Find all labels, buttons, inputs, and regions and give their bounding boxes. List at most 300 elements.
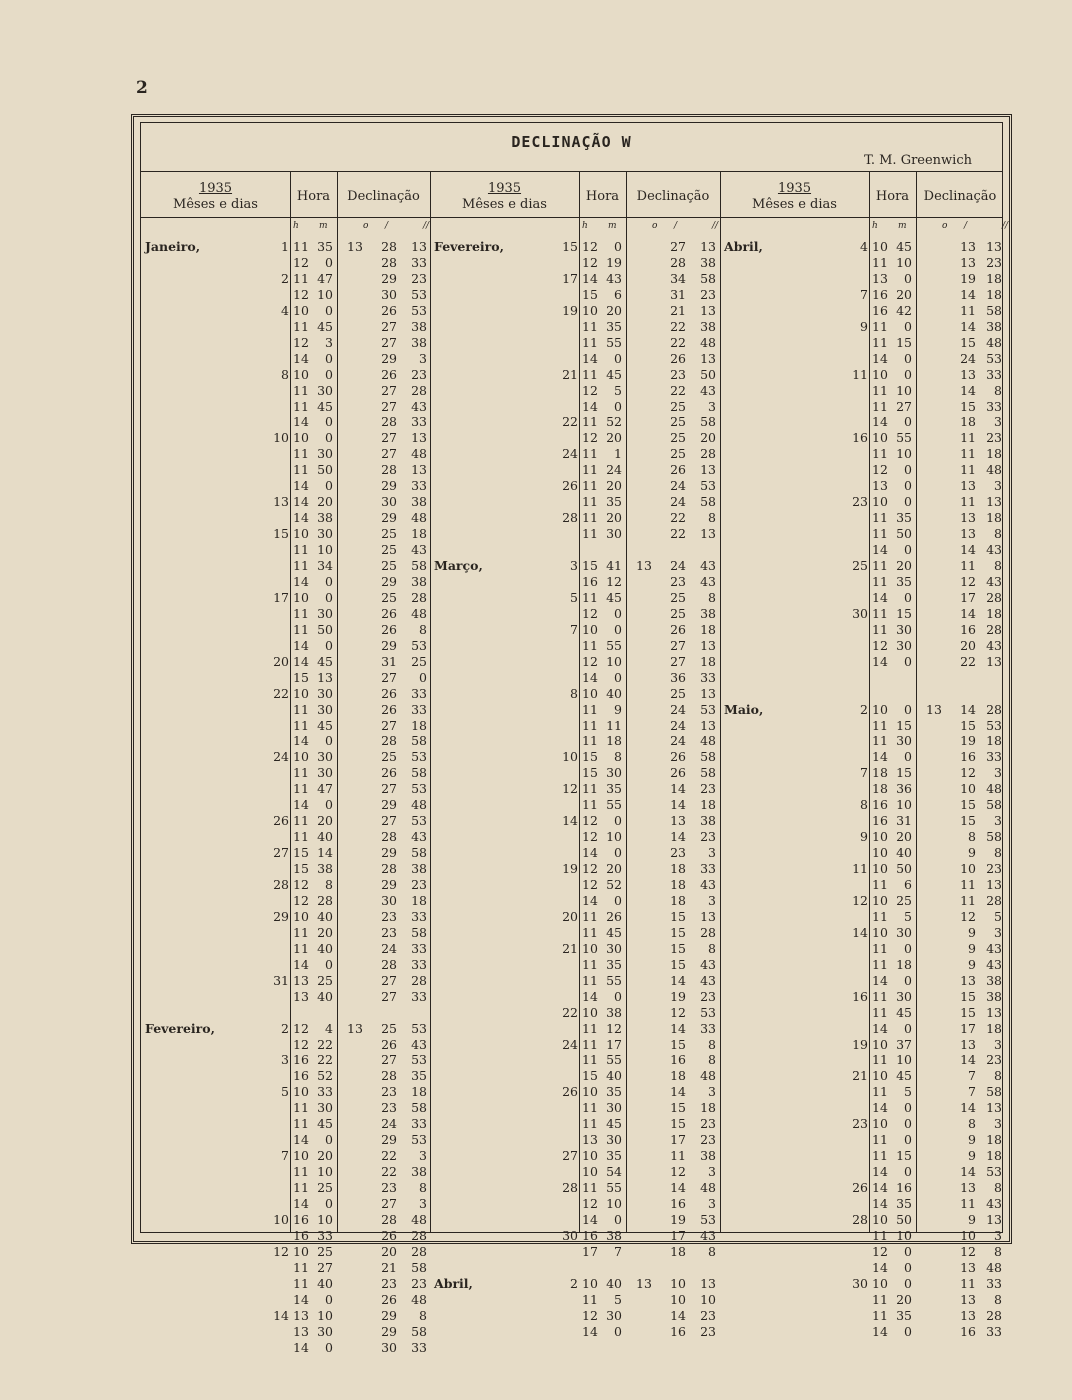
- minute-value: 55: [606, 797, 622, 813]
- decl-seconds: 48: [986, 334, 1002, 350]
- month-label: Fevereiro,: [434, 239, 504, 254]
- decl-seconds: 58: [700, 749, 716, 765]
- hour-value: 13: [293, 1323, 309, 1339]
- hour-value: 10: [582, 302, 598, 318]
- hour-value: 15: [293, 861, 309, 877]
- unit-min: /: [964, 221, 968, 231]
- decl-seconds: 23: [411, 270, 427, 286]
- decl-minutes: 13: [960, 510, 976, 526]
- unit-deg: o: [363, 221, 369, 231]
- day-number: 28: [273, 877, 289, 892]
- decl-minutes: 14: [960, 318, 976, 334]
- decl-seconds: 58: [986, 1084, 1002, 1100]
- decl-seconds: 33: [411, 1116, 427, 1132]
- minute-value: 55: [606, 637, 622, 653]
- minute-value: 0: [325, 1291, 333, 1307]
- minute-value: 45: [317, 398, 333, 414]
- day-number: 12: [273, 1243, 289, 1259]
- decl-seconds: 23: [411, 877, 427, 892]
- header-declination: Declinação: [923, 189, 997, 204]
- minute-value: 0: [325, 1339, 333, 1355]
- decl-seconds: 3: [708, 398, 716, 414]
- decl-minutes: 28: [381, 956, 397, 972]
- decl-seconds: 0: [419, 669, 427, 685]
- decl-minutes: 15: [670, 1036, 686, 1052]
- day-number: 31: [273, 972, 289, 988]
- hour-col-divider: [869, 171, 870, 1232]
- minute-value: 8: [614, 749, 622, 765]
- hour-value: 10: [293, 302, 309, 318]
- decl-seconds: 3: [994, 414, 1002, 430]
- decl-minutes: 13: [960, 1036, 976, 1052]
- minute-value: 30: [317, 526, 333, 542]
- decl-minutes: 22: [670, 382, 686, 398]
- decl-seconds: 48: [986, 462, 1002, 478]
- decl-minutes: 12: [670, 1164, 686, 1180]
- decl-seconds: 28: [411, 972, 427, 988]
- minute-value: 27: [317, 1259, 333, 1275]
- decl-minutes: 27: [381, 334, 397, 350]
- minute-value: 45: [317, 653, 333, 669]
- hour-value: 14: [293, 1196, 309, 1211]
- decl-seconds: 43: [411, 829, 427, 845]
- decl-minutes: 11: [960, 877, 976, 892]
- decl-seconds: 58: [411, 558, 427, 573]
- decl-minutes: 24: [381, 1116, 397, 1132]
- minute-value: 34: [317, 558, 333, 573]
- decl-minutes: 14: [670, 1084, 686, 1100]
- hour-value: 10: [872, 1211, 888, 1227]
- decl-minutes: 9: [968, 1132, 976, 1148]
- minute-value: 0: [614, 621, 622, 637]
- day-number: 7: [860, 765, 868, 781]
- hour-col-divider: [579, 171, 580, 1232]
- minute-value: 15: [896, 334, 912, 350]
- decl-seconds: 48: [700, 733, 716, 749]
- hour-value: 14: [293, 1339, 309, 1355]
- minute-value: 35: [896, 1196, 912, 1211]
- decl-seconds: 53: [411, 1052, 427, 1068]
- decl-seconds: 8: [994, 526, 1002, 542]
- decl-minutes: 14: [960, 542, 976, 558]
- hour-value: 14: [293, 733, 309, 749]
- hour-value: 14: [582, 988, 598, 1004]
- minute-value: 35: [317, 239, 333, 254]
- minute-value: 10: [896, 254, 912, 270]
- hour-value: 14: [872, 972, 888, 988]
- day-number: 21: [852, 1068, 868, 1084]
- decl-seconds: 38: [700, 254, 716, 270]
- hour-value: 11: [872, 1132, 888, 1148]
- hour-value: 11: [293, 382, 309, 398]
- decl-minutes: 25: [381, 1020, 397, 1036]
- decl-minutes: 12: [960, 1243, 976, 1259]
- decl-seconds: 3: [708, 1164, 716, 1180]
- month-label: Janeiro,: [145, 239, 201, 254]
- decl-seconds: 28: [700, 446, 716, 462]
- day-number: 5: [281, 1084, 289, 1100]
- hour-value: 11: [293, 318, 309, 334]
- hour-value: 11: [293, 542, 309, 558]
- decl-minutes: 24: [960, 350, 976, 366]
- hour-value: 12: [293, 1020, 309, 1036]
- decl-seconds: 53: [986, 1164, 1002, 1180]
- hour-value: 14: [293, 637, 309, 653]
- hour-value: 14: [872, 542, 888, 558]
- decl-seconds: 3: [708, 892, 716, 908]
- decl-seconds: 58: [411, 845, 427, 861]
- hour-value: 14: [872, 1259, 888, 1275]
- decl-minutes: 30: [381, 892, 397, 908]
- hour-value: 10: [872, 829, 888, 845]
- minute-value: 30: [606, 1307, 622, 1323]
- minute-value: 47: [317, 781, 333, 797]
- minute-value: 10: [896, 797, 912, 813]
- day-number: 24: [562, 1036, 578, 1052]
- hour-value: 11: [582, 318, 598, 334]
- decl-minutes: 26: [670, 749, 686, 765]
- minute-value: 25: [896, 892, 912, 908]
- decl-seconds: 18: [986, 270, 1002, 286]
- decl-minutes: 22: [381, 1148, 397, 1164]
- decl-seconds: 38: [411, 318, 427, 334]
- decl-seconds: 8: [419, 1180, 427, 1196]
- decl-seconds: 33: [411, 908, 427, 924]
- hour-value: 10: [872, 1036, 888, 1052]
- decl-seconds: 38: [411, 573, 427, 589]
- day-number: 22: [562, 414, 578, 430]
- hour-value: 11: [293, 1275, 309, 1291]
- decl-seconds: 3: [994, 1227, 1002, 1243]
- hour-value: 11: [582, 589, 598, 605]
- minute-value: 0: [904, 542, 912, 558]
- day-number: 1: [281, 239, 289, 254]
- day-number: 28: [852, 1211, 868, 1227]
- header-declination: Declinação: [347, 189, 420, 204]
- minute-value: 0: [904, 1100, 912, 1116]
- decl-minutes: 15: [960, 797, 976, 813]
- minute-value: 25: [317, 972, 333, 988]
- unit-h: h: [582, 221, 588, 231]
- hour-value: 14: [872, 589, 888, 605]
- decl-minutes: 14: [960, 605, 976, 621]
- decl-minutes: 10: [670, 1291, 686, 1307]
- decl-seconds: 43: [986, 542, 1002, 558]
- month-label: Abril,: [434, 1275, 473, 1291]
- decl-seconds: 43: [700, 573, 716, 589]
- minute-value: 45: [896, 1004, 912, 1020]
- decl-seconds: 28: [411, 1243, 427, 1259]
- minute-value: 15: [896, 1148, 912, 1164]
- unit-m: m: [608, 221, 617, 231]
- hour-value: 11: [872, 733, 888, 749]
- decl-seconds: 53: [411, 749, 427, 765]
- minute-value: 20: [317, 924, 333, 940]
- decl-seconds: 3: [708, 845, 716, 861]
- decl-minutes: 11: [960, 892, 976, 908]
- minute-value: 43: [606, 270, 622, 286]
- decl-minutes: 18: [670, 1068, 686, 1084]
- minute-value: 40: [317, 940, 333, 956]
- minute-value: 30: [317, 765, 333, 781]
- decl-minutes: 17: [960, 589, 976, 605]
- decl-minutes: 25: [381, 749, 397, 765]
- minute-value: 35: [896, 510, 912, 526]
- hour-value: 11: [293, 924, 309, 940]
- decl-minutes: 23: [381, 924, 397, 940]
- decl-seconds: 23: [700, 286, 716, 302]
- hour-value: 14: [582, 350, 598, 366]
- hour-value: 12: [582, 653, 598, 669]
- hour-value: 11: [582, 334, 598, 350]
- day-number: 26: [852, 1180, 868, 1196]
- decl-seconds: 58: [411, 1259, 427, 1275]
- hour-value: 14: [872, 414, 888, 430]
- decl-minutes: 25: [670, 414, 686, 430]
- hour-value: 10: [582, 685, 598, 701]
- decl-minutes: 15: [960, 334, 976, 350]
- minute-value: 0: [614, 239, 622, 254]
- decl-seconds: 18: [700, 1100, 716, 1116]
- minute-value: 0: [904, 318, 912, 334]
- decl-minutes: 26: [381, 302, 397, 318]
- hour-value: 11: [293, 239, 309, 254]
- minute-value: 55: [606, 334, 622, 350]
- day-number: 12: [852, 892, 868, 908]
- hour-value: 11: [293, 717, 309, 733]
- day-number: 16: [852, 988, 868, 1004]
- hour-value: 11: [872, 717, 888, 733]
- minute-value: 0: [614, 398, 622, 414]
- timezone-label: T. M. Greenwich: [864, 153, 972, 168]
- hour-value: 11: [582, 414, 598, 430]
- header-year: 1935: [487, 181, 522, 196]
- decl-seconds: 13: [986, 653, 1002, 669]
- minute-value: 0: [904, 1243, 912, 1259]
- decl-minutes: 21: [670, 302, 686, 318]
- unit-deg: o: [652, 221, 658, 231]
- decl-minutes: 29: [381, 1307, 397, 1323]
- minute-value: 0: [325, 478, 333, 494]
- header-hour: Hora: [296, 189, 331, 204]
- decl-minutes: 27: [381, 398, 397, 414]
- minute-value: 10: [606, 829, 622, 845]
- hour-value: 10: [872, 1068, 888, 1084]
- decl-seconds: 35: [411, 1068, 427, 1084]
- decl-seconds: 18: [411, 526, 427, 542]
- hour-value: 14: [872, 1164, 888, 1180]
- decl-minutes: 26: [381, 1227, 397, 1243]
- decl-minutes: 17: [960, 1020, 976, 1036]
- decl-minutes: 14: [960, 1052, 976, 1068]
- decl-minutes: 27: [670, 637, 686, 653]
- header-year: 1935: [198, 181, 233, 196]
- minute-value: 7: [614, 1243, 622, 1259]
- decl-minutes: 28: [381, 861, 397, 877]
- hour-value: 16: [293, 1211, 309, 1227]
- minute-value: 36: [896, 781, 912, 797]
- decl-seconds: 28: [700, 924, 716, 940]
- decl-seconds: 5: [994, 908, 1002, 924]
- hour-col-divider: [290, 171, 291, 1232]
- minute-value: 54: [606, 1164, 622, 1180]
- hour-value: 11: [293, 558, 309, 573]
- hour-value: 13: [582, 1132, 598, 1148]
- hour-value: 10: [582, 1084, 598, 1100]
- hour-value: 16: [582, 1227, 598, 1243]
- hour-value: 11: [293, 781, 309, 797]
- decl-seconds: 23: [700, 781, 716, 797]
- decl-col-divider: [626, 171, 627, 1232]
- minute-value: 30: [606, 765, 622, 781]
- hour-value: 10: [293, 526, 309, 542]
- decl-seconds: 48: [986, 1259, 1002, 1275]
- decl-seconds: 8: [994, 382, 1002, 398]
- decl-minutes: 13: [960, 972, 976, 988]
- decl-minutes: 13: [960, 1180, 976, 1196]
- minute-value: 40: [606, 1275, 622, 1291]
- day-number: 17: [273, 589, 289, 605]
- hour-value: 11: [872, 510, 888, 526]
- hour-value: 10: [872, 430, 888, 446]
- decl-seconds: 8: [994, 558, 1002, 573]
- decl-seconds: 48: [411, 605, 427, 621]
- minute-value: 0: [614, 350, 622, 366]
- decl-seconds: 3: [994, 478, 1002, 494]
- decl-minutes: 26: [670, 621, 686, 637]
- decl-seconds: 18: [411, 1084, 427, 1100]
- minute-value: 0: [614, 1323, 622, 1339]
- decl-seconds: 23: [986, 861, 1002, 877]
- decl-minutes: 12: [960, 573, 976, 589]
- header-declination: Declinação: [636, 189, 710, 204]
- decl-minutes: 27: [381, 972, 397, 988]
- decl-seconds: 8: [994, 845, 1002, 861]
- minute-value: 30: [606, 1100, 622, 1116]
- month-label: Março,: [434, 558, 483, 573]
- day-number: 11: [852, 861, 868, 877]
- decl-seconds: 58: [986, 302, 1002, 318]
- hour-value: 11: [872, 558, 888, 573]
- hour-value: 10: [582, 1275, 598, 1291]
- decl-minutes: 13: [960, 239, 976, 254]
- decl-seconds: 43: [700, 382, 716, 398]
- hour-value: 12: [293, 334, 309, 350]
- decl-minutes: 28: [381, 414, 397, 430]
- hour-value: 18: [872, 765, 888, 781]
- decl-seconds: 53: [411, 302, 427, 318]
- decl-seconds: 38: [700, 1148, 716, 1164]
- minute-value: 10: [896, 446, 912, 462]
- decl-minutes: 9: [968, 845, 976, 861]
- minute-value: 35: [606, 494, 622, 510]
- decl-seconds: 48: [411, 446, 427, 462]
- decl-minutes: 7: [968, 1084, 976, 1100]
- decl-minutes: 29: [381, 877, 397, 892]
- decl-seconds: 48: [986, 781, 1002, 797]
- decl-seconds: 38: [411, 861, 427, 877]
- hour-value: 13: [293, 972, 309, 988]
- decl-minutes: 15: [670, 924, 686, 940]
- hour-value: 11: [582, 510, 598, 526]
- hour-value: 11: [872, 877, 888, 892]
- minute-value: 30: [317, 749, 333, 765]
- minute-value: 20: [317, 494, 333, 510]
- unit-min: /: [674, 221, 678, 231]
- decl-seconds: 13: [700, 1275, 716, 1291]
- decl-minutes: 9: [968, 940, 976, 956]
- decl-minutes: 14: [960, 1100, 976, 1116]
- decl-seconds: 53: [411, 781, 427, 797]
- minute-value: 35: [896, 573, 912, 589]
- decl-minutes: 20: [960, 637, 976, 653]
- decl-minutes: 13: [960, 478, 976, 494]
- hour-value: 15: [582, 558, 598, 573]
- decl-seconds: 58: [700, 494, 716, 510]
- minute-value: 30: [896, 637, 912, 653]
- decl-degrees: 13: [926, 701, 942, 717]
- minute-value: 0: [904, 478, 912, 494]
- hour-value: 10: [293, 908, 309, 924]
- hour-value: 14: [293, 573, 309, 589]
- minute-value: 30: [606, 1132, 622, 1148]
- minute-value: 0: [904, 1164, 912, 1180]
- decl-minutes: 14: [670, 972, 686, 988]
- minute-value: 0: [904, 462, 912, 478]
- minute-value: 35: [896, 1307, 912, 1323]
- decl-col-divider: [916, 171, 917, 1232]
- decl-seconds: 8: [419, 621, 427, 637]
- minute-value: 35: [606, 781, 622, 797]
- title-rule: [141, 171, 1002, 172]
- hour-value: 11: [582, 366, 598, 382]
- minute-value: 27: [896, 398, 912, 414]
- day-number: 27: [273, 845, 289, 861]
- hour-value: 16: [872, 797, 888, 813]
- minute-value: 47: [317, 270, 333, 286]
- hour-value: 14: [293, 956, 309, 972]
- decl-seconds: 28: [986, 892, 1002, 908]
- decl-minutes: 28: [381, 462, 397, 478]
- minute-value: 52: [317, 1068, 333, 1084]
- decl-seconds: 33: [700, 669, 716, 685]
- hour-value: 11: [582, 908, 598, 924]
- hour-value: 11: [872, 908, 888, 924]
- day-number: 9: [860, 318, 868, 334]
- decl-degrees: 13: [347, 1020, 363, 1036]
- unit-sec: //: [1002, 221, 1009, 231]
- day-number: 10: [273, 1211, 289, 1227]
- minute-value: 30: [896, 733, 912, 749]
- decl-seconds: 23: [700, 988, 716, 1004]
- minute-value: 0: [614, 813, 622, 829]
- hour-value: 16: [872, 286, 888, 302]
- decl-seconds: 58: [700, 270, 716, 286]
- decl-minutes: 25: [381, 589, 397, 605]
- decl-seconds: 33: [411, 254, 427, 270]
- day-number: 27: [562, 1148, 578, 1164]
- minute-value: 12: [606, 573, 622, 589]
- hour-value: 10: [872, 892, 888, 908]
- decl-seconds: 18: [700, 621, 716, 637]
- decl-seconds: 48: [700, 1180, 716, 1196]
- hour-value: 10: [293, 589, 309, 605]
- decl-minutes: 29: [381, 845, 397, 861]
- day-number: 23: [852, 494, 868, 510]
- decl-minutes: 9: [968, 1148, 976, 1164]
- decl-seconds: 38: [986, 972, 1002, 988]
- day-number: 8: [281, 366, 289, 382]
